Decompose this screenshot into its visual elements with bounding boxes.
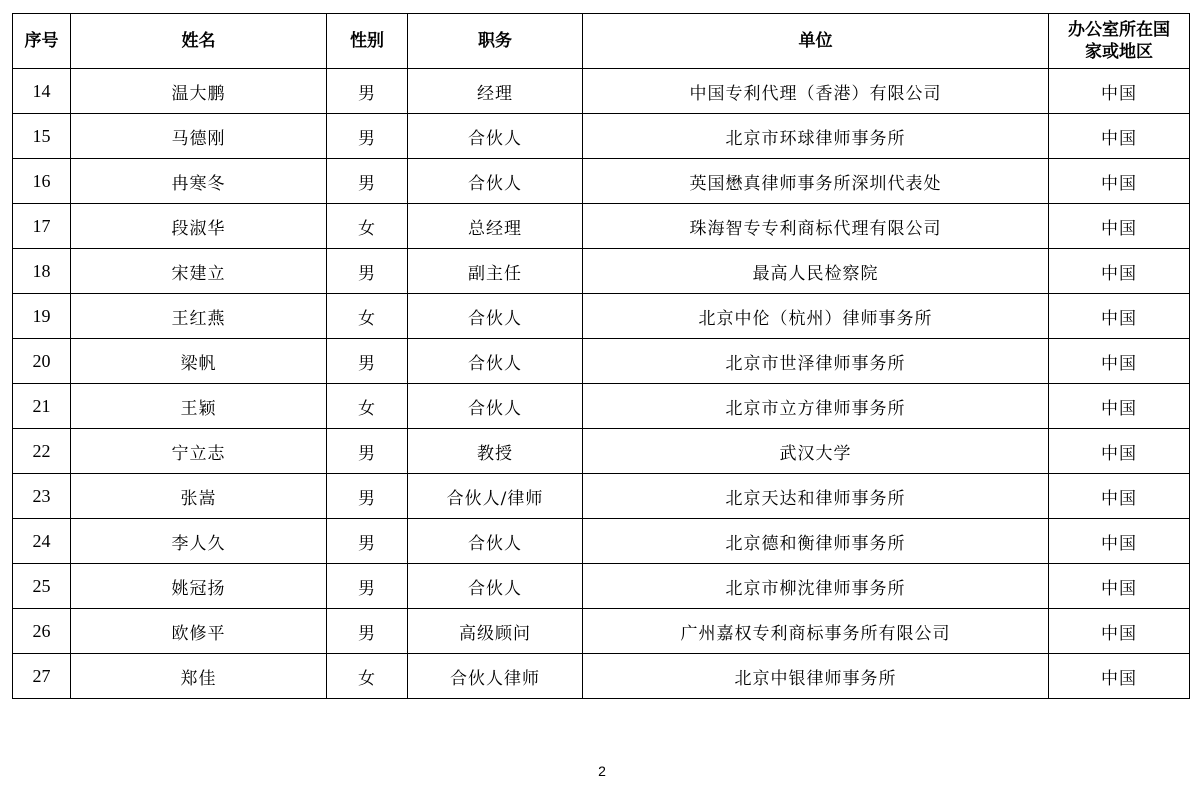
header-position: 职务	[408, 14, 583, 69]
cell-position: 副主任	[408, 249, 583, 294]
cell-index: 15	[13, 114, 71, 159]
cell-name: 温大鹏	[71, 69, 327, 114]
cell-name: 马德刚	[71, 114, 327, 159]
cell-name: 梁帆	[71, 339, 327, 384]
cell-position: 合伙人	[408, 564, 583, 609]
cell-gender: 男	[327, 249, 408, 294]
header-office-country	[1049, 14, 1190, 69]
table-row	[13, 519, 1190, 564]
table-row	[13, 429, 1190, 474]
cell-name: 姚冠扬	[71, 564, 327, 609]
cell-name: 王颖	[71, 384, 327, 429]
cell-position: 合伙人	[408, 114, 583, 159]
cell-index: 14	[13, 69, 71, 114]
cell-organization: 北京德和衡律师事务所	[583, 519, 1049, 564]
cell-country: 中国	[1049, 339, 1190, 384]
cell-position: 经理	[408, 69, 583, 114]
cell-country: 中国	[1049, 474, 1190, 519]
cell-name: 冉寒冬	[71, 159, 327, 204]
cell-position: 教授	[408, 429, 583, 474]
cell-organization: 北京市世泽律师事务所	[583, 339, 1049, 384]
cell-gender: 男	[327, 609, 408, 654]
cell-name: 欧修平	[71, 609, 327, 654]
cell-organization: 北京市柳沈律师事务所	[583, 564, 1049, 609]
header-index: 序号	[13, 14, 71, 69]
cell-organization: 北京市环球律师事务所	[583, 114, 1049, 159]
cell-position: 合伙人	[408, 339, 583, 384]
cell-gender: 男	[327, 69, 408, 114]
cell-gender: 男	[327, 159, 408, 204]
cell-position: 总经理	[408, 204, 583, 249]
header-gender: 性别	[327, 14, 408, 69]
cell-organization: 中国专利代理（香港）有限公司	[583, 69, 1049, 114]
cell-index: 18	[13, 249, 71, 294]
cell-country: 中国	[1049, 564, 1190, 609]
cell-position: 合伙人	[408, 519, 583, 564]
cell-name: 郑佳	[71, 654, 327, 699]
table-row	[13, 654, 1190, 699]
cell-country: 中国	[1049, 609, 1190, 654]
table-row	[13, 474, 1190, 519]
cell-position: 高级顾问	[408, 609, 583, 654]
cell-position: 合伙人	[408, 384, 583, 429]
cell-index: 26	[13, 609, 71, 654]
table-row	[13, 384, 1190, 429]
cell-index: 25	[13, 564, 71, 609]
cell-organization: 最高人民检察院	[583, 249, 1049, 294]
cell-organization: 武汉大学	[583, 429, 1049, 474]
table-row	[13, 159, 1190, 204]
member-table	[12, 13, 1190, 699]
header-office-country-line1: 办公室所在国	[1068, 20, 1170, 40]
cell-country: 中国	[1049, 294, 1190, 339]
page-number: 2	[598, 763, 606, 779]
cell-index: 27	[13, 654, 71, 699]
table-row	[13, 69, 1190, 114]
cell-index: 17	[13, 204, 71, 249]
cell-country: 中国	[1049, 384, 1190, 429]
cell-organization: 北京市立方律师事务所	[583, 384, 1049, 429]
cell-country: 中国	[1049, 519, 1190, 564]
cell-name: 段淑华	[71, 204, 327, 249]
cell-index: 22	[13, 429, 71, 474]
cell-name: 宋建立	[71, 249, 327, 294]
cell-country: 中国	[1049, 654, 1190, 699]
cell-gender: 男	[327, 339, 408, 384]
cell-position: 合伙人/律师	[408, 474, 583, 519]
cell-organization: 北京中伦（杭州）律师事务所	[583, 294, 1049, 339]
cell-organization: 广州嘉权专利商标事务所有限公司	[583, 609, 1049, 654]
cell-gender: 男	[327, 114, 408, 159]
cell-gender: 男	[327, 564, 408, 609]
cell-index: 23	[13, 474, 71, 519]
table-header-row	[13, 14, 1190, 69]
cell-index: 20	[13, 339, 71, 384]
cell-organization: 北京天达和律师事务所	[583, 474, 1049, 519]
cell-name: 王红燕	[71, 294, 327, 339]
header-office-country-line2: 家或地区	[1085, 42, 1153, 62]
table-row	[13, 294, 1190, 339]
cell-country: 中国	[1049, 204, 1190, 249]
cell-index: 21	[13, 384, 71, 429]
cell-name: 宁立志	[71, 429, 327, 474]
cell-organization: 珠海智专专利商标代理有限公司	[583, 204, 1049, 249]
cell-index: 16	[13, 159, 71, 204]
cell-organization: 北京中银律师事务所	[583, 654, 1049, 699]
cell-country: 中国	[1049, 249, 1190, 294]
cell-gender: 女	[327, 654, 408, 699]
cell-gender: 女	[327, 204, 408, 249]
header-name: 姓名	[71, 14, 327, 69]
cell-gender: 女	[327, 384, 408, 429]
cell-index: 19	[13, 294, 71, 339]
cell-country: 中国	[1049, 114, 1190, 159]
table-row	[13, 204, 1190, 249]
table-row	[13, 249, 1190, 294]
cell-name: 李人久	[71, 519, 327, 564]
cell-position: 合伙人	[408, 159, 583, 204]
cell-country: 中国	[1049, 69, 1190, 114]
cell-country: 中国	[1049, 429, 1190, 474]
cell-gender: 女	[327, 294, 408, 339]
cell-position: 合伙人	[408, 294, 583, 339]
cell-gender: 男	[327, 429, 408, 474]
cell-country: 中国	[1049, 159, 1190, 204]
table-body	[13, 69, 1190, 699]
cell-index: 24	[13, 519, 71, 564]
cell-name: 张嵩	[71, 474, 327, 519]
table-row	[13, 609, 1190, 654]
table-row	[13, 114, 1190, 159]
header-organization: 单位	[583, 14, 1049, 69]
table-row	[13, 339, 1190, 384]
cell-gender: 男	[327, 474, 408, 519]
cell-position: 合伙人律师	[408, 654, 583, 699]
table-row	[13, 564, 1190, 609]
cell-gender: 男	[327, 519, 408, 564]
cell-organization: 英国懋真律师事务所深圳代表处	[583, 159, 1049, 204]
